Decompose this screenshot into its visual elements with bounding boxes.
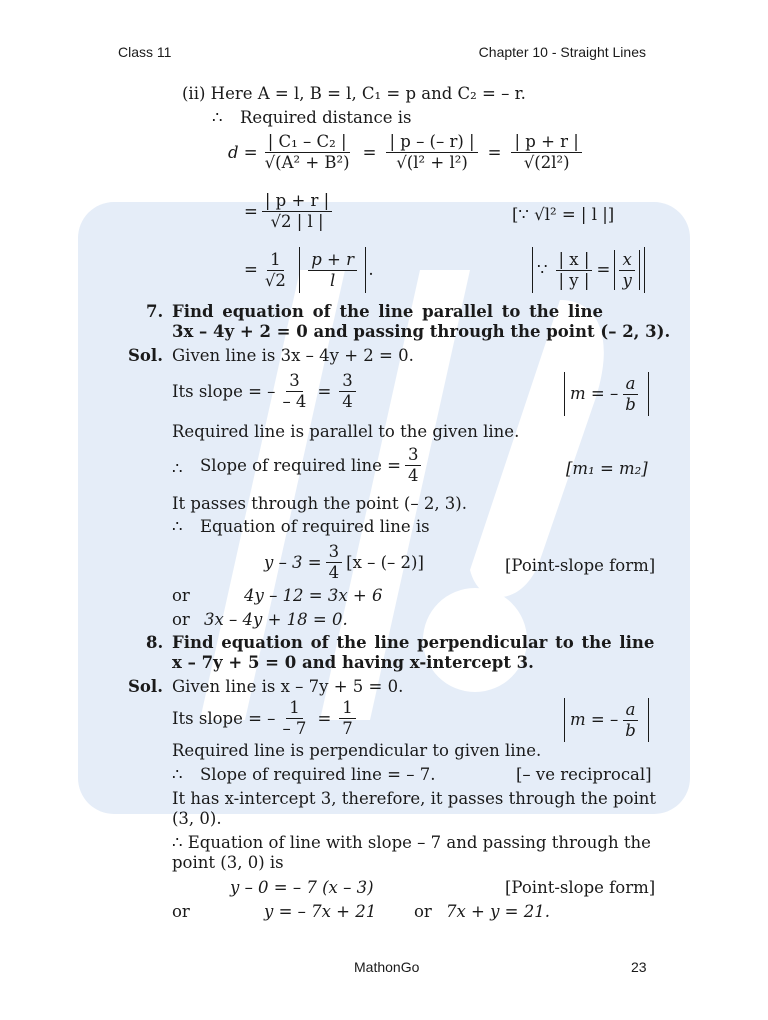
q8-note-frac	[622, 701, 639, 740]
f2-num: | p – (– r) |	[386, 133, 477, 153]
q8-slope-label: Its slope = –	[172, 708, 276, 728]
distance-line-2	[244, 192, 336, 231]
q7-number: 7.	[146, 302, 164, 321]
q7-ps-lhs: y – 3 =	[264, 552, 322, 572]
q7-or-2: or	[172, 610, 190, 629]
q7-slope-note	[564, 372, 649, 416]
f2-den: √(l² + l²)	[396, 153, 468, 172]
note2-because: ∵	[537, 260, 548, 279]
line2-fraction	[262, 192, 332, 231]
note2-eq: =	[596, 260, 611, 279]
q7-slope	[172, 372, 360, 411]
line3-fraction	[262, 251, 289, 290]
footer-page-number: 23	[631, 959, 647, 975]
q7-note-num: a	[623, 375, 639, 395]
abs-bar-left	[299, 247, 300, 293]
note2-den1: | y |	[558, 270, 590, 290]
q7-therefore-2: ∴	[172, 517, 183, 536]
q8-req-note: [– ve reciprocal]	[516, 765, 652, 784]
q7-slope-den2: 4	[342, 392, 353, 411]
q8-intercept-2: (3, 0).	[172, 809, 222, 828]
line3-den: √2	[264, 270, 286, 290]
q6ii-required: Required distance is	[240, 108, 412, 127]
q8-note-num: a	[623, 701, 639, 721]
q7-slope-den: – 4	[282, 392, 307, 411]
eq-2: =	[487, 142, 502, 162]
q8-final-1: y = – 7x + 21	[264, 902, 377, 921]
q7-step1: 4y – 12 = 3x + 6	[244, 586, 383, 605]
q8-ps: y – 0 = – 7 (x – 3)	[230, 878, 374, 897]
q8-slope-den2: 7	[342, 719, 353, 738]
q7-req-frac	[405, 446, 422, 485]
q7-step2: 3x – 4y + 18 = 0.	[204, 610, 348, 629]
q7-parallel: Required line is parallel to the given line.	[172, 422, 520, 441]
q7-question-line1: Find equation of the line parallel to the line	[172, 302, 604, 321]
fraction-1	[262, 133, 353, 172]
q7-point-slope	[264, 543, 424, 582]
q7-req-slope-label: Slope of required line =	[200, 455, 401, 475]
therefore-symbol: ∴	[212, 108, 223, 127]
note2-fraction-2	[619, 251, 634, 290]
q7-slope-label: Its slope = –	[172, 381, 276, 401]
fraction-3	[511, 133, 581, 172]
q7-req-num: 3	[405, 446, 422, 466]
q8-slope-frac	[279, 699, 309, 738]
q8-question-line2: x – 7y + 5 = 0 and having x-intercept 3.	[172, 653, 534, 672]
q8-perp: Required line is perpendicular to given line.	[172, 741, 542, 760]
d-lhs: d =	[228, 142, 258, 162]
q8-slope-num2: 1	[339, 699, 356, 719]
q7-note-m: m = –	[570, 384, 619, 403]
q8-slope-num: 1	[286, 699, 303, 719]
q8-intercept-1: It has x-intercept 3, therefore, it passes through the point	[172, 789, 657, 808]
q7-req-slope	[200, 446, 425, 485]
f1-den: √(A² + B²)	[264, 153, 350, 172]
fraction-2	[386, 133, 477, 172]
q7-given: Given line is 3x – 4y + 2 = 0.	[172, 346, 414, 365]
line2-num: | p + r |	[262, 192, 332, 212]
note-abs-ratio	[532, 247, 645, 293]
q7-ps-frac	[326, 543, 343, 582]
line3-dot: .	[368, 260, 374, 279]
header-class: Class 11	[118, 44, 172, 60]
q8-given: Given line is x – 7y + 5 = 0.	[172, 677, 404, 696]
q8-sol: Sol.	[128, 677, 163, 696]
note2-den2: y	[622, 270, 632, 290]
line2-eq: =	[244, 201, 258, 221]
q8-slope-frac2	[339, 699, 356, 738]
q8-req-slope: Slope of required line = – 7.	[200, 765, 436, 784]
header-chapter: Chapter 10 - Straight Lines	[478, 44, 646, 60]
q7-ps-den: 4	[328, 563, 340, 582]
eq-1: =	[362, 142, 377, 162]
q7-sol: Sol.	[128, 346, 163, 365]
note2-bar-l	[614, 250, 615, 290]
q8-slope-note	[564, 698, 649, 742]
note2-fraction-1	[556, 251, 593, 290]
q7-req-note: [m₁ = m₂]	[566, 459, 648, 478]
line2-den: √2 | l |	[270, 212, 324, 231]
footer-brand: MathonGo	[354, 959, 420, 975]
q7-slope-num: 3	[286, 372, 303, 392]
distance-formula	[228, 133, 586, 172]
q7-slope-num2: 3	[339, 372, 356, 392]
distance-line-3	[244, 247, 374, 293]
q7-ps-num: 3	[326, 543, 343, 563]
f1-num: | C₁ – C₂ |	[265, 133, 350, 153]
note2-num2: x	[619, 251, 634, 271]
q8-question-line1: Find equation of the line perpendicular to the line	[172, 633, 655, 652]
q8-ps-note: [Point-slope form]	[505, 878, 656, 897]
q7-slope-eq: =	[317, 381, 332, 401]
note-sqrt-l: [∵ √l² = | l |]	[512, 205, 615, 224]
line3-abs-num: p + r	[308, 251, 357, 271]
line3-abs-den: l	[329, 270, 336, 290]
q8-slope-den: – 7	[282, 719, 307, 738]
q8-note-den: b	[625, 720, 636, 740]
q8-or: or	[172, 902, 190, 921]
q8-or-mid: or	[414, 902, 432, 921]
q7-note-frac	[622, 375, 639, 414]
q8-eq-label-1: ∴ Equation of line with slope – 7 and passing through the	[172, 833, 651, 852]
q7-slope-frac2	[339, 372, 356, 411]
q7-eq-label: Equation of required line is	[200, 517, 430, 536]
line3-eq: =	[244, 260, 258, 279]
q7-ps-note: [Point-slope form]	[505, 556, 656, 575]
q8-number: 8.	[146, 633, 164, 652]
q7-passes: It passes through the point (– 2, 3).	[172, 494, 467, 513]
abs-bar-right	[365, 247, 366, 293]
q7-or-1: or	[172, 586, 190, 605]
q6ii-lead: (ii) Here A = l, B = l, C₁ = p and C₂ = – r.	[182, 84, 526, 103]
line3-abs-fraction	[308, 251, 357, 290]
q8-slope	[172, 699, 360, 738]
line3-num: 1	[267, 251, 284, 271]
q8-slope-eq: =	[317, 708, 332, 728]
q7-therefore: ∴	[172, 459, 183, 478]
q7-question-line2: 3x – 4y + 2 = 0 and passing through the point (– 2, 3).	[172, 322, 671, 341]
q8-therefore: ∴	[172, 765, 183, 784]
q7-ps-rhs: [x – (– 2)]	[346, 552, 424, 572]
q7-slope-frac	[279, 372, 309, 411]
q8-note-m: m = –	[570, 710, 619, 729]
note2-bar-r	[639, 250, 640, 290]
q8-final-2: 7x + y = 21.	[446, 902, 550, 921]
q7-req-den: 4	[407, 466, 419, 485]
f3-num: | p + r |	[511, 133, 581, 153]
f3-den: √(2l²)	[523, 153, 570, 172]
q8-eq-label-2: point (3, 0) is	[172, 853, 284, 872]
q7-note-den: b	[625, 394, 636, 414]
note2-num1: | x |	[556, 251, 593, 271]
